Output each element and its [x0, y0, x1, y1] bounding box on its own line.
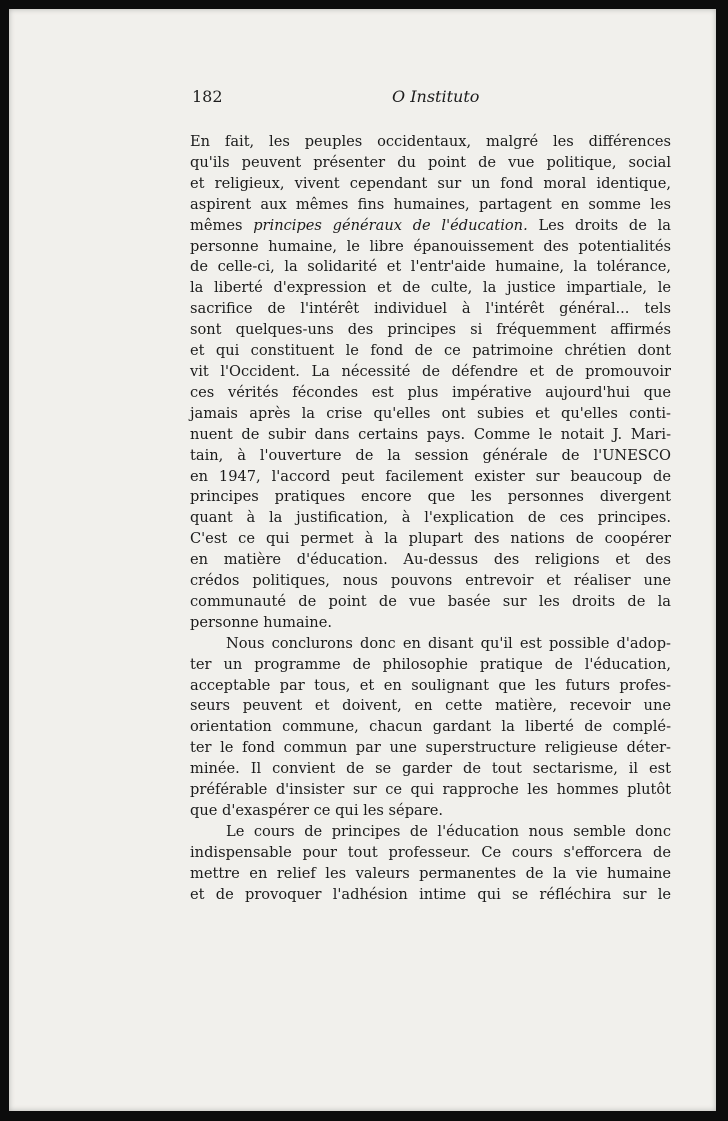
- text-line: ter un programme de philosophie pratique de l'éducation,: [190, 655, 671, 673]
- text-line: C'est ce qui permet à la plupart des nations de coopérer: [190, 530, 671, 548]
- text-line: tain, à l'ouverture de la session générale de l'UNESCO: [190, 446, 671, 464]
- text-line: En fait, les peuples occidentaux, malgré les différences: [190, 133, 671, 150]
- text-line: et qui constituent le fond de ce patrimoine chrétien dont: [190, 342, 671, 360]
- text-line: Le cours de principes de l'éducation nous semble donc: [226, 822, 671, 840]
- text-line: ces vérités fécondes est plus impérative aujourd'hui que: [190, 383, 671, 401]
- text-line: Nous conclurons donc en disant qu'il est possible d'adop-: [226, 634, 671, 652]
- text-line: aspirent aux mêmes fins humaines, partagent en somme les: [190, 195, 671, 213]
- text-line: nuent de subir dans certains pays. Comme le notait J. Mari-: [190, 425, 671, 443]
- italic-phrase: principes généraux de l'éducation.: [253, 216, 528, 234]
- text-line: principes pratiques encore que les personnes divergent: [190, 488, 671, 506]
- running-title: O Instituto: [392, 87, 480, 106]
- page-number: 182: [192, 87, 223, 106]
- paragraph-1: [190, 132, 671, 634]
- body-text: [190, 132, 671, 906]
- text-line: personne humaine.: [190, 613, 332, 631]
- text-line: préférable d'insister sur ce qui rapproche les hommes plutôt: [190, 781, 671, 799]
- text-run: mêmes: [190, 216, 243, 234]
- text-line: sacrifice de l'intérêt individuel à l'intérêt général... tels: [190, 300, 671, 318]
- text-line: acceptable par tous, et en soulignant que les futurs profes-: [190, 676, 671, 694]
- page-header: [192, 87, 671, 113]
- text-line: et de provoquer l'adhésion intime qui se réfléchira sur le: [190, 885, 671, 903]
- text-line: et religieux, vivent cependant sur un fond moral identique,: [190, 174, 671, 192]
- text-line: en matière d'éducation. Au-dessus des religions et des: [190, 551, 671, 569]
- text-line: sont quelques-uns des principes si fréquemment affirmés: [190, 321, 671, 339]
- text-line: minée. Il convient de se garder de tout sectarisme, il est: [190, 760, 671, 778]
- document-page: [9, 9, 716, 1111]
- text-line: la liberté d'expression et de culte, la justice impartiale, le: [190, 279, 671, 297]
- paragraph-3: [190, 822, 671, 906]
- text-line: jamais après la crise qu'elles ont subies et qu'elles conti-: [190, 404, 671, 422]
- text-line: en 1947, l'accord peut facilement exister sur beaucoup de: [190, 467, 671, 485]
- text-line-mixed: [190, 216, 671, 237]
- paragraph-2: [190, 634, 671, 822]
- text-line: indispensable pour tout professeur. Ce cours s'efforcera de: [190, 843, 671, 861]
- text-line: quant à la justification, à l'explication de ces principes.: [190, 509, 671, 527]
- text-line: mettre en relief les valeurs permanentes de la vie humaine: [190, 864, 671, 882]
- text-line: vit l'Occident. La nécessité de défendre et de promouvoir: [190, 362, 671, 380]
- text-line: que d'exaspérer ce qui les sépare.: [190, 802, 443, 819]
- text-line: seurs peuvent et doivent, en cette matière, recevoir une: [190, 697, 671, 715]
- text-line: ter le fond commun par une superstructure religieuse déter-: [190, 739, 671, 757]
- text-line: personne humaine, le libre épanouissement des potentialités: [190, 237, 671, 255]
- text-line: de celle-ci, la solidarité et l'entr'aide humaine, la tolérance,: [190, 258, 671, 276]
- text-line: communauté de point de vue basée sur les droits de la: [190, 592, 671, 610]
- text-run: Les droits de la: [538, 216, 671, 234]
- text-line: qu'ils peuvent présenter du point de vue politique, social: [190, 153, 671, 171]
- text-line: orientation commune, chacun gardant la liberté de complé-: [190, 718, 671, 736]
- text-line: crédos politiques, nous pouvons entrevoir et réaliser une: [190, 572, 671, 590]
